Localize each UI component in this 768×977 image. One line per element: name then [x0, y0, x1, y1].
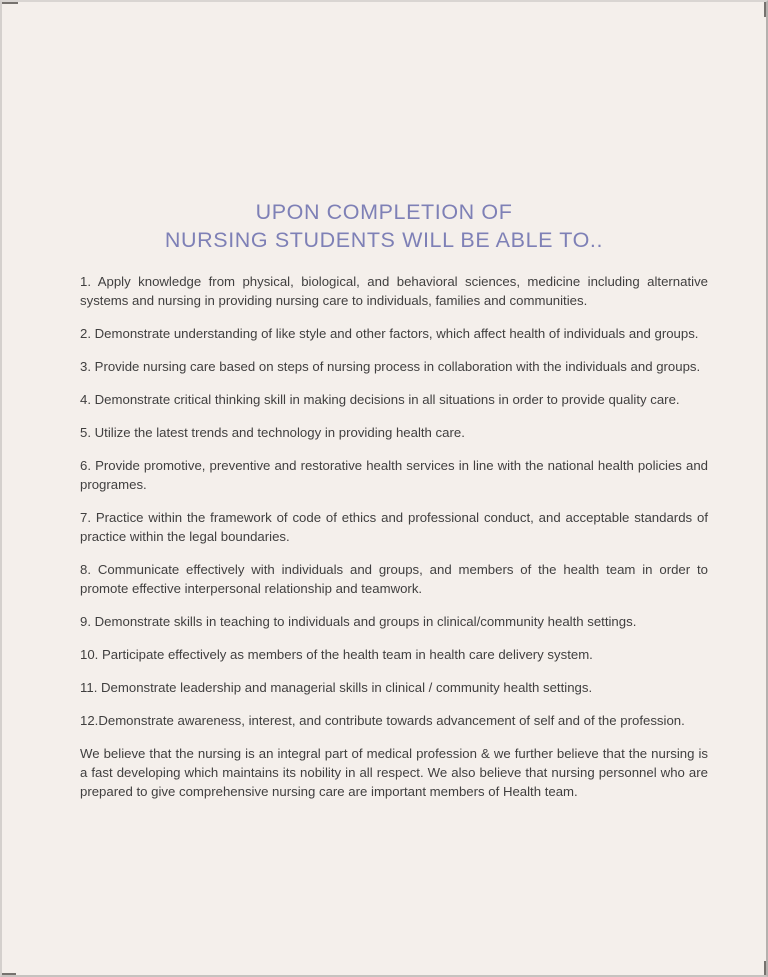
- page-title: [2, 198, 766, 254]
- objective-item-11: 11. Demonstrate leadership and managerial skills in clinical / community health settings.: [80, 680, 593, 695]
- objective-item-4: 4. Demonstrate critical thinking skill in making decisions in all situations in order to provide quality care.: [80, 392, 680, 407]
- objective-item-3: 3. Provide nursing care based on steps of nursing process in collaboration with the individuals and groups.: [80, 359, 701, 374]
- objectives-list: [80, 272, 708, 801]
- objective-item-7: 7. Practice within the framework of code of ethics and professional conduct, and acceptable standards of practice within the legal boundaries.: [80, 510, 708, 544]
- objective-item-1: 1. Apply knowledge from physical, biological, and behavioral sciences, medicine including alternative systems and nursing in providing nursing care to individuals, families and communities.: [80, 274, 708, 308]
- objective-item-6: 6. Provide promotive, preventive and restorative health services in line with the national health policies and programes.: [80, 458, 708, 492]
- page-title-line-2: NURSING STUDENTS WILL BE ABLE TO..: [164, 228, 604, 252]
- scan-corner-mark-top-right: [764, 0, 768, 17]
- scan-corner-mark-bottom-right: [764, 961, 768, 977]
- scan-corner-mark-bottom-left: [0, 973, 16, 977]
- closing-paragraph: We believe that the nursing is an integral part of medical profession & we further believe that the nursing is a fast developing which maintains its nobility in all respect. We also believe that nursing personnel who are prepared to give comprehensive nursing care are important members of Health team.: [80, 746, 708, 799]
- objective-item-5: 5. Utilize the latest trends and technology in providing health care.: [80, 425, 465, 440]
- objective-item-8: 8. Communicate effectively with individuals and groups, and members of the health team in order to promote effective interpersonal relationship and teamwork.: [80, 562, 708, 596]
- objective-item-10: 10. Participate effectively as members of the health team in health care delivery system.: [80, 647, 593, 662]
- objective-item-9: 9. Demonstrate skills in teaching to individuals and groups in clinical/community health settings.: [80, 614, 637, 629]
- scan-corner-mark-top-left: [0, 0, 18, 4]
- page-title-line-1: UPON COMPLETION OF: [255, 200, 513, 224]
- objective-item-12: 12.Demonstrate awareness, interest, and contribute towards advancement of self and of the profession.: [80, 713, 685, 728]
- objective-item-2: 2. Demonstrate understanding of like style and other factors, which affect health of individuals and groups.: [80, 326, 699, 341]
